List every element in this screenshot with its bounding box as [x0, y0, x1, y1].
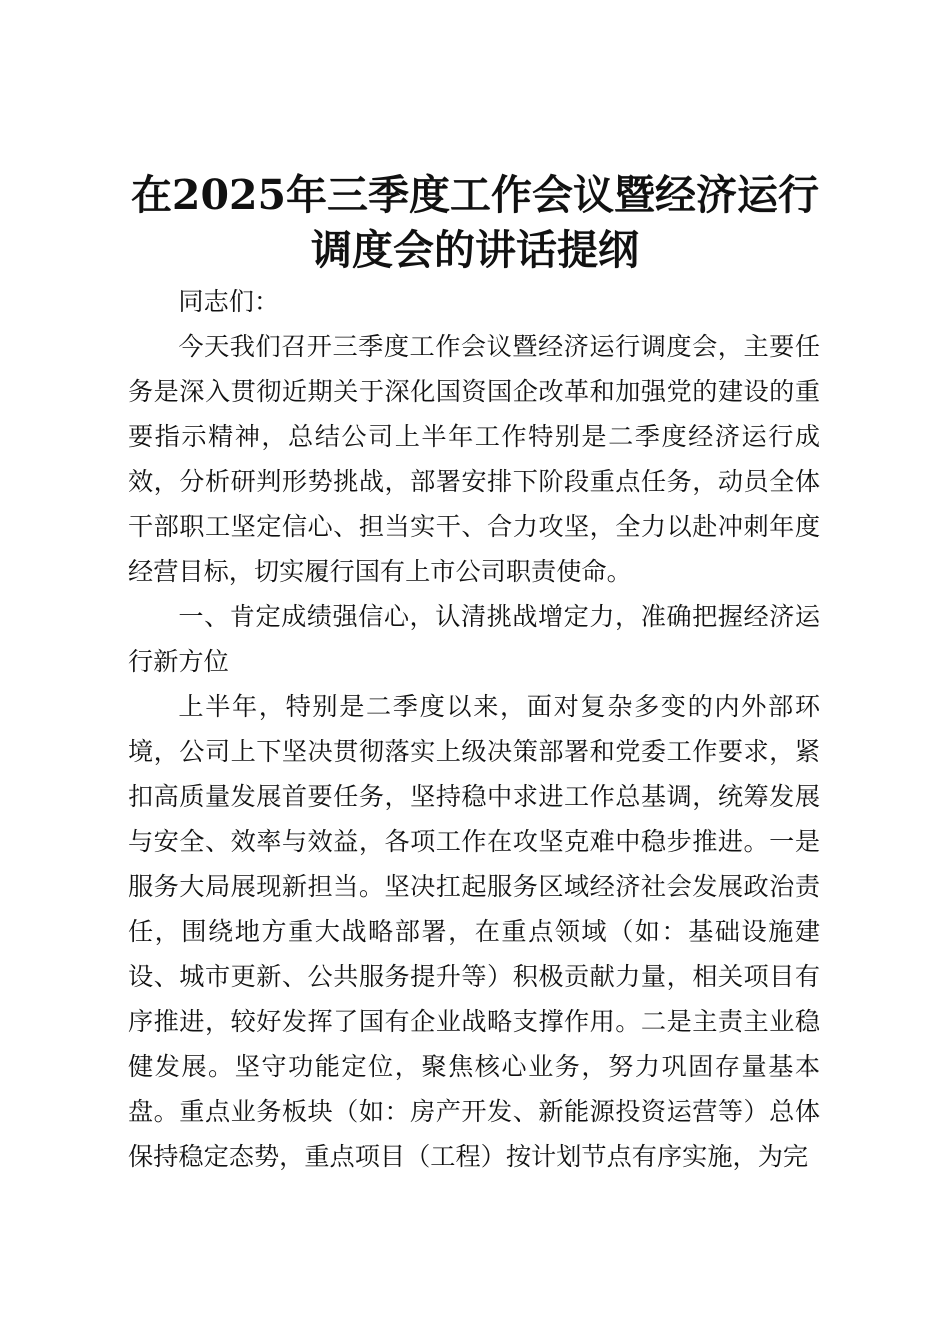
section-heading-1: 一、肯定成绩强信心，认清挑战增定力，准确把握经济运行新方位	[128, 602, 820, 676]
document-body	[128, 279, 820, 1179]
paragraph-intro: 今天我们召开三季度工作会议暨经济运行调度会，主要任务是深入贯彻近期关于深化国资国企改革和加强党的建设的重要指示精神，总结公司上半年工作特别是二季度经济运行成效，分析研判形势挑战，部署安排下阶段重点任务，动员全体干部职工坚定信心、担当实干、合力攻坚，全力以赴冲刺年度经营目标，切实履行国有上市公司职责使命。	[128, 332, 820, 586]
paragraph-achievements: 上半年，特别是二季度以来，面对复杂多变的内外部环境，公司上下坚决贯彻落实上级决策部署和党委工作要求，紧扣高质量发展首要任务，坚持稳中求进工作总基调，统筹发展与安全、效率与效益，各项工作在攻坚克难中稳步推进。一是服务大局展现新担当。坚决扛起服务区域经济社会发展政治责任，围绕地方重大战略部署，在重点领域（如：基础设施建设、城市更新、公共服务提升等）积极贡献力量，相关项目有序推进，较好发挥了国有企业战略支撑作用。二是主责主业稳健发展。坚守功能定位，聚焦核心业务，努力巩固存量基本盘。重点业务板块（如：房产开发、新能源投资运营等）总体保持稳定态势，重点项目（工程）按计划节点有序实施，为完	[128, 692, 820, 1171]
document-title-line-1: 在2025年三季度工作会议暨经济运行	[130, 171, 820, 219]
salutation: 同志们：	[178, 287, 280, 316]
document-title-line-2: 调度会的讲话提纲	[311, 226, 639, 274]
